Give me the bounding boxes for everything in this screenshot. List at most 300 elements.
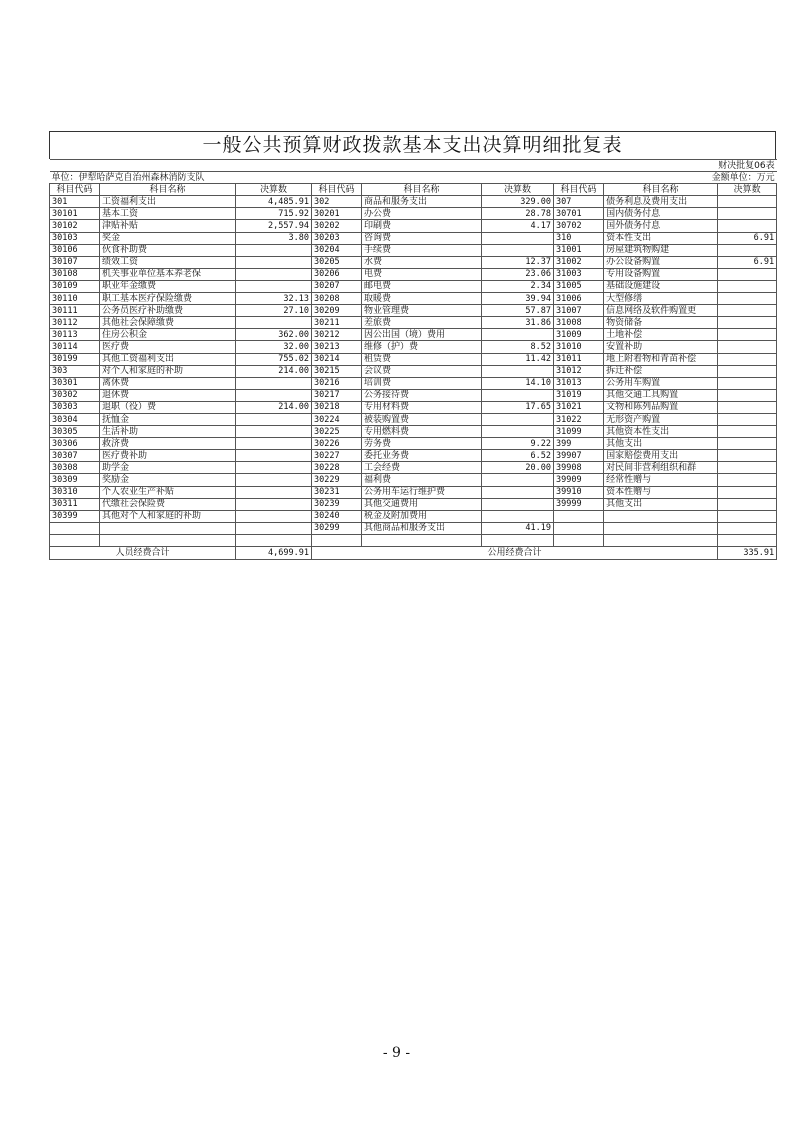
subject-code: 39907: [554, 450, 604, 462]
subject-name: 手续费: [362, 244, 482, 256]
table-row: [50, 474, 777, 486]
subject-name: 抚恤金: [100, 413, 236, 425]
subject-code: 30204: [312, 244, 362, 256]
subject-name: 公务员医疗补助缴费: [100, 305, 236, 317]
subject-code: 30202: [312, 220, 362, 232]
subject-code: 30306: [50, 438, 100, 450]
subject-code: 30224: [312, 413, 362, 425]
subject-name: 专用燃料费: [362, 426, 482, 438]
amount: [236, 426, 312, 438]
amount: 6.91: [718, 256, 777, 268]
amount-unit: 金额单位：万元: [604, 172, 777, 184]
subject-name: 文物和陈列品购置: [604, 401, 718, 413]
subject-code: [554, 534, 604, 546]
header-cell: 决算数: [236, 184, 312, 196]
amount: [718, 401, 777, 413]
amount: [718, 305, 777, 317]
amount: 6.91: [718, 232, 777, 244]
amount: [482, 498, 554, 510]
subject-code: 30214: [312, 353, 362, 365]
table-row: [50, 534, 777, 546]
subject-code: [554, 522, 604, 534]
subject-code: 39909: [554, 474, 604, 486]
subject-code: 30212: [312, 329, 362, 341]
amount: [236, 510, 312, 522]
subject-code: 30207: [312, 280, 362, 292]
amount: [718, 220, 777, 232]
amount: 9.22: [482, 438, 554, 450]
amount: [718, 534, 777, 546]
amount: 6.52: [482, 450, 554, 462]
subject-code: 31003: [554, 268, 604, 280]
subject-code: 30201: [312, 208, 362, 220]
subject-code: 307: [554, 196, 604, 208]
subject-name: 物业管理费: [362, 305, 482, 317]
subject-name: 国内债务付息: [604, 208, 718, 220]
amount: [718, 462, 777, 474]
table-row: [50, 510, 777, 522]
subject-code: 30229: [312, 474, 362, 486]
subject-name: 退休费: [100, 389, 236, 401]
amount: 755.02: [236, 353, 312, 365]
subject-code: 31005: [554, 280, 604, 292]
subject-name: [604, 534, 718, 546]
subject-code: [312, 534, 362, 546]
amount: [482, 413, 554, 425]
amount: [718, 317, 777, 329]
amount: 28.78: [482, 208, 554, 220]
amount: [236, 317, 312, 329]
subject-name: [100, 534, 236, 546]
amount: [718, 244, 777, 256]
subject-name: 物资储备: [604, 317, 718, 329]
table-row: [50, 389, 777, 401]
subject-code: 30218: [312, 401, 362, 413]
subject-code: 30216: [312, 377, 362, 389]
amount: [236, 438, 312, 450]
subject-code: 31013: [554, 377, 604, 389]
amount: [482, 389, 554, 401]
subject-name: 个人农业生产补贴: [100, 486, 236, 498]
table-row: [50, 317, 777, 329]
budget-sheet: [49, 131, 776, 560]
subject-code: 30108: [50, 268, 100, 280]
subject-name: 取暖费: [362, 293, 482, 305]
subject-code: 399: [554, 438, 604, 450]
subject-code: [554, 510, 604, 522]
subject-name: 拆迁补偿: [604, 365, 718, 377]
amount: 41.19: [482, 522, 554, 534]
table-row: [50, 232, 777, 244]
amount: [482, 365, 554, 377]
amount: 12.37: [482, 256, 554, 268]
subject-code: 31099: [554, 426, 604, 438]
amount: [718, 450, 777, 462]
table-row: [50, 401, 777, 413]
amount: 14.10: [482, 377, 554, 389]
subject-name: [362, 534, 482, 546]
amount: 2,557.94: [236, 220, 312, 232]
amount: [236, 486, 312, 498]
subject-name: 邮电费: [362, 280, 482, 292]
subject-code: 30399: [50, 510, 100, 522]
amount: [482, 474, 554, 486]
amount: [718, 438, 777, 450]
subject-name: [604, 522, 718, 534]
amount: [482, 486, 554, 498]
amount: 27.10: [236, 305, 312, 317]
amount: [718, 413, 777, 425]
amount: [482, 232, 554, 244]
subject-name: 住房公积金: [100, 329, 236, 341]
table-row: [50, 522, 777, 534]
subject-code: 30109: [50, 280, 100, 292]
subject-name: 公务用车购置: [604, 377, 718, 389]
subject-code: 30240: [312, 510, 362, 522]
subject-code: 30203: [312, 232, 362, 244]
amount: 32.13: [236, 293, 312, 305]
table-row: [50, 450, 777, 462]
subject-code: 31009: [554, 329, 604, 341]
amount: [718, 196, 777, 208]
amount: 23.06: [482, 268, 554, 280]
subject-name: [100, 522, 236, 534]
amount: 11.42: [482, 353, 554, 365]
subject-code: 31019: [554, 389, 604, 401]
subject-name: 办公费: [362, 208, 482, 220]
subject-code: 30299: [312, 522, 362, 534]
amount: [236, 498, 312, 510]
subject-code: 39999: [554, 498, 604, 510]
subject-code: 31002: [554, 256, 604, 268]
table-row: [50, 256, 777, 268]
header-cell: 科目代码: [312, 184, 362, 196]
subject-code: 30217: [312, 389, 362, 401]
subject-name: 奖金: [100, 232, 236, 244]
subject-code: 30227: [312, 450, 362, 462]
subject-code: 30228: [312, 462, 362, 474]
subject-name: 机关事业单位基本养老保: [100, 268, 236, 280]
amount: 362.00: [236, 329, 312, 341]
table-row: [50, 341, 777, 353]
subject-code: 30302: [50, 389, 100, 401]
amount: [236, 280, 312, 292]
amount: [718, 377, 777, 389]
subject-code: 30102: [50, 220, 100, 232]
subject-name: 其他支出: [604, 498, 718, 510]
amount: [718, 293, 777, 305]
amount: [718, 510, 777, 522]
amount: [236, 268, 312, 280]
subject-code: 31001: [554, 244, 604, 256]
subject-name: 其他社会保障缴费: [100, 317, 236, 329]
subject-code: 301: [50, 196, 100, 208]
amount: [236, 474, 312, 486]
personnel-total-label: 人员经费合计: [50, 547, 236, 560]
personnel-total-value: 4,699.91: [236, 547, 312, 560]
amount: [236, 377, 312, 389]
subject-code: [50, 522, 100, 534]
subject-code: 310: [554, 232, 604, 244]
subject-code: 30106: [50, 244, 100, 256]
subject-code: 30215: [312, 365, 362, 377]
amount: 329.00: [482, 196, 554, 208]
subject-name: 商品和服务支出: [362, 196, 482, 208]
table-row: [50, 305, 777, 317]
subject-name: 基础设施建设: [604, 280, 718, 292]
subject-name: 无形资产购置: [604, 413, 718, 425]
amount: [482, 426, 554, 438]
subject-name: 其他支出: [604, 438, 718, 450]
public-total-label: 公用经费合计: [312, 547, 718, 560]
subject-code: 30111: [50, 305, 100, 317]
subject-name: 专用设备购置: [604, 268, 718, 280]
subject-name: 奖励金: [100, 474, 236, 486]
subject-code: 30211: [312, 317, 362, 329]
subject-name: [604, 510, 718, 522]
subject-name: 公务接待费: [362, 389, 482, 401]
amount: [482, 329, 554, 341]
page-number: - 9 -: [382, 1045, 411, 1061]
amount: [236, 462, 312, 474]
subject-name: 税金及附加费用: [362, 510, 482, 522]
table-row: [50, 413, 777, 425]
table-row: [50, 293, 777, 305]
table-row: [50, 462, 777, 474]
amount: 57.87: [482, 305, 554, 317]
subject-name: 印刷费: [362, 220, 482, 232]
subject-name: 医疗费补助: [100, 450, 236, 462]
amount: [236, 389, 312, 401]
table-row: [50, 498, 777, 510]
subject-name: 工会经费: [362, 462, 482, 474]
subject-name: 退职（役）费: [100, 401, 236, 413]
subject-code: 30305: [50, 426, 100, 438]
subject-name: 咨询费: [362, 232, 482, 244]
subject-name: 其他资本性支出: [604, 426, 718, 438]
subject-code: 31021: [554, 401, 604, 413]
table-row: [50, 220, 777, 232]
subject-code: 31011: [554, 353, 604, 365]
amount: [718, 208, 777, 220]
amount: 17.65: [482, 401, 554, 413]
amount: [718, 353, 777, 365]
subject-code: 30113: [50, 329, 100, 341]
subject-name: 救济费: [100, 438, 236, 450]
subject-name: 经常性赠与: [604, 474, 718, 486]
subject-name: 委托业务费: [362, 450, 482, 462]
subject-code: 30225: [312, 426, 362, 438]
subject-name: 维修（护）费: [362, 341, 482, 353]
subject-code: 30308: [50, 462, 100, 474]
amount: 4.17: [482, 220, 554, 232]
subject-code: 30110: [50, 293, 100, 305]
subject-code: 30301: [50, 377, 100, 389]
amount: 31.86: [482, 317, 554, 329]
subject-name: 地上附着物和青苗补偿: [604, 353, 718, 365]
table-row: [50, 353, 777, 365]
amount: [236, 256, 312, 268]
subject-name: 基本工资: [100, 208, 236, 220]
subject-name: 安置补助: [604, 341, 718, 353]
budget-table: [49, 159, 777, 560]
subject-code: 31006: [554, 293, 604, 305]
subject-code: 30213: [312, 341, 362, 353]
subject-name: 其他对个人和家庭的补助: [100, 510, 236, 522]
subject-name: 大型修缮: [604, 293, 718, 305]
subject-code: 30209: [312, 305, 362, 317]
subject-name: 办公设备购置: [604, 256, 718, 268]
subject-code: 30701: [554, 208, 604, 220]
amount: [718, 474, 777, 486]
subject-code: 30231: [312, 486, 362, 498]
form-number: 财决批复06表: [604, 160, 777, 172]
subject-code: [50, 534, 100, 546]
amount: [718, 522, 777, 534]
amount: [482, 244, 554, 256]
subject-name: 职工基本医疗保险缴费: [100, 293, 236, 305]
subject-name: 工资福利支出: [100, 196, 236, 208]
table-row: [50, 268, 777, 280]
subject-name: 助学金: [100, 462, 236, 474]
subject-code: 30208: [312, 293, 362, 305]
subject-code: 30311: [50, 498, 100, 510]
amount: [482, 510, 554, 522]
amount: [718, 426, 777, 438]
subject-code: 30107: [50, 256, 100, 268]
subject-name: 资本性赠与: [604, 486, 718, 498]
subject-name: 债务利息及费用支出: [604, 196, 718, 208]
subject-name: 土地补偿: [604, 329, 718, 341]
subject-name: 福利费: [362, 474, 482, 486]
subject-name: 被装购置费: [362, 413, 482, 425]
header-cell: 决算数: [482, 184, 554, 196]
subject-code: 303: [50, 365, 100, 377]
amount: [718, 486, 777, 498]
amount: [718, 365, 777, 377]
header-cell: 科目名称: [100, 184, 236, 196]
amount: [482, 534, 554, 546]
amount: 32.00: [236, 341, 312, 353]
sheet-title: 一般公共预算财政拨款基本支出决算明细批复表: [49, 131, 776, 159]
subject-code: 31012: [554, 365, 604, 377]
amount: 20.00: [482, 462, 554, 474]
subject-name: 对个人和家庭的补助: [100, 365, 236, 377]
header-cell: 科目代码: [554, 184, 604, 196]
subject-code: 30307: [50, 450, 100, 462]
subject-name: 其他商品和服务支出: [362, 522, 482, 534]
amount: 2.34: [482, 280, 554, 292]
amount: 4,485.91: [236, 196, 312, 208]
amount: [236, 534, 312, 546]
subject-code: 30310: [50, 486, 100, 498]
subject-code: 31007: [554, 305, 604, 317]
amount: 715.92: [236, 208, 312, 220]
table-row: [50, 365, 777, 377]
subject-code: 30304: [50, 413, 100, 425]
unit-name: 单位：伊犁哈萨克自治州森林消防支队: [50, 172, 362, 184]
subject-code: 30206: [312, 268, 362, 280]
table-row: [50, 208, 777, 220]
table-row: [50, 280, 777, 292]
amount: [718, 280, 777, 292]
amount: [236, 413, 312, 425]
subject-code: 30239: [312, 498, 362, 510]
amount: [718, 389, 777, 401]
subject-name: 对民间非营利组织和群: [604, 462, 718, 474]
header-cell: 科目代码: [50, 184, 100, 196]
subject-name: 公务用车运行维护费: [362, 486, 482, 498]
amount: [718, 329, 777, 341]
subject-name: 劳务费: [362, 438, 482, 450]
table-row: [50, 244, 777, 256]
subject-code: 30309: [50, 474, 100, 486]
header-cell: 决算数: [718, 184, 777, 196]
subject-name: 会议费: [362, 365, 482, 377]
amount: [718, 268, 777, 280]
header-cell: 科目名称: [604, 184, 718, 196]
table-row: [50, 426, 777, 438]
subject-code: 30114: [50, 341, 100, 353]
subject-name: 绩效工资: [100, 256, 236, 268]
table-row: [50, 196, 777, 208]
totals-row: [50, 547, 777, 560]
subject-name: 津贴补贴: [100, 220, 236, 232]
subject-name: 生活补助: [100, 426, 236, 438]
subject-name: 水费: [362, 256, 482, 268]
subject-name: 资本性支出: [604, 232, 718, 244]
subject-name: 医疗费: [100, 341, 236, 353]
subject-code: 30205: [312, 256, 362, 268]
amount: [236, 244, 312, 256]
subject-name: 其他交通费用: [362, 498, 482, 510]
subject-name: 专用材料费: [362, 401, 482, 413]
subject-name: 培训费: [362, 377, 482, 389]
public-total-value: 335.91: [718, 547, 777, 560]
subject-name: 信息网络及软件购置更: [604, 305, 718, 317]
subject-name: 差旅费: [362, 317, 482, 329]
subject-code: 31022: [554, 413, 604, 425]
subject-code: 31010: [554, 341, 604, 353]
subject-code: 31008: [554, 317, 604, 329]
table-row: [50, 438, 777, 450]
subject-code: 30303: [50, 401, 100, 413]
header-cell: 科目名称: [362, 184, 482, 196]
subject-code: 30702: [554, 220, 604, 232]
subject-name: 国外债务付息: [604, 220, 718, 232]
subject-name: 因公出国（境）费用: [362, 329, 482, 341]
amount: 3.80: [236, 232, 312, 244]
amount: 8.52: [482, 341, 554, 353]
subject-code: 30199: [50, 353, 100, 365]
subject-name: 其他交通工具购置: [604, 389, 718, 401]
amount: [236, 522, 312, 534]
subject-name: 代缴社会保险费: [100, 498, 236, 510]
subject-name: 其他工资福利支出: [100, 353, 236, 365]
subject-name: 房屋建筑物购建: [604, 244, 718, 256]
subject-name: 租赁费: [362, 353, 482, 365]
subject-code: 30112: [50, 317, 100, 329]
header-row: [50, 184, 777, 196]
subject-name: 国家赔偿费用支出: [604, 450, 718, 462]
subject-code: 30226: [312, 438, 362, 450]
subject-name: 离休费: [100, 377, 236, 389]
subject-code: 30103: [50, 232, 100, 244]
subject-name: 职业年金缴费: [100, 280, 236, 292]
table-row: [50, 377, 777, 389]
amount: 39.94: [482, 293, 554, 305]
subject-code: 30101: [50, 208, 100, 220]
